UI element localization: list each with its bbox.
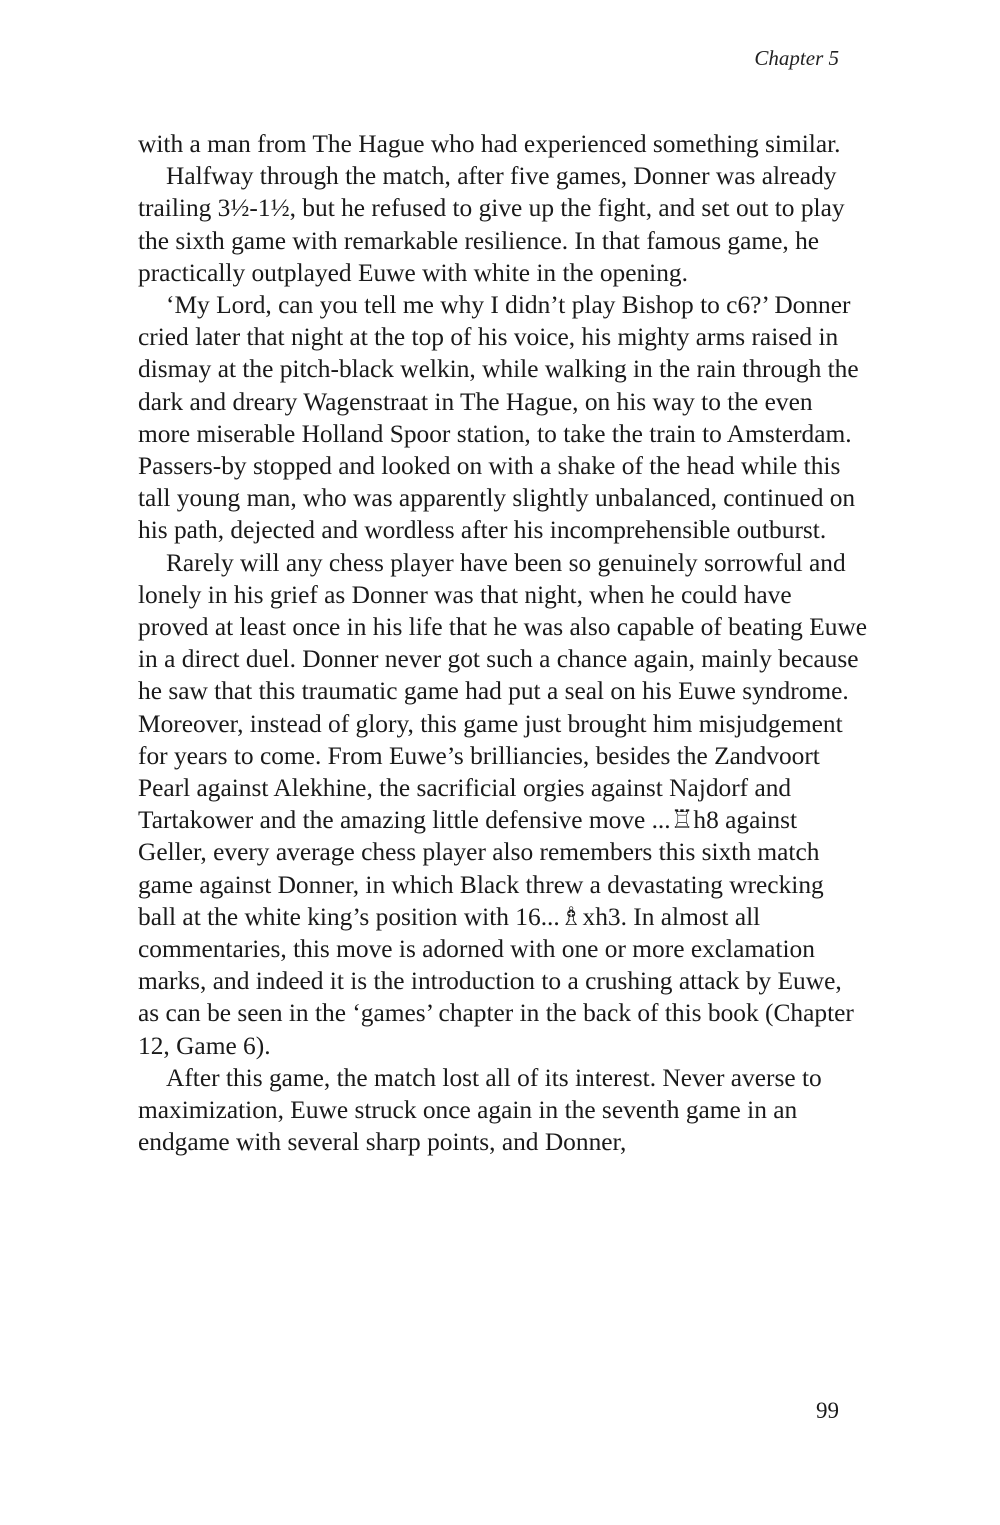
paragraph: with a man from The Hague who had experienced something similar. [138,130,841,158]
paragraph: Rarely will any chess player have been so genuinely sorrowful and lonely in his grief as Donner was that night, when he could have proved at least once in his life that he was also capable of beating Euwe in a direct duel. Donner never got such a chance again, mainly because he saw that this traumatic game had put a seal on his Euwe syndrome. Moreover, instead of glory, this game just brought him misjudgement for years to come. From Euwe’s brilliancies, besides the Zandvoort Pearl against Alekhine, the sacrificial orgies against Najdorf and Tartakower and the amazing little defensive move ...♖h8 against Geller, every average chess player also remembers this sixth match game against Donner, in which Black threw a devastating wrecking ball at the white king’s position with 16...♗xh3. In almost all commentaries, this move is adorned with one or more exclamation marks, and indeed it is the introduction to a crushing attack by Euwe, as can be seen in the ‘games’ chapter in the back of this book (Chapter 12, Game 6). [138,548,868,1060]
running-head: Chapter 5 [754,46,839,70]
page-number: 99 [816,1398,839,1423]
paragraph: ‘My Lord, can you tell me why I didn’t play Bishop to c6?’ Donner cried later that night at the top of his voice, his mighty arms raised in dismay at the pitch-black welkin, while walking in the rain through the dark and dreary Wagenstraat in The Hague, on his way to the even more miserable Holland Spoor station, to take the train to Amsterdam. Passers-by stopped and looked on with a shake of the head while this tall young man, who was apparently slightly unbalanced, continued on his path, dejected and wordless after his incomprehensible outburst. [138,291,859,545]
body-text [138,128,868,1159]
paragraph: After this game, the match lost all of its interest. Never averse to maximization, Euwe struck once again in the seventh game in an endgame with several sharp points, and Donner, [138,1063,822,1157]
paragraph: Halfway through the match, after five games, Donner was already trailing 3½-1½, but he refused to give up the fight, and set out to play the sixth game with remarkable resilience. In that famous game, he practically outplayed Euwe with white in the opening. [138,162,845,287]
